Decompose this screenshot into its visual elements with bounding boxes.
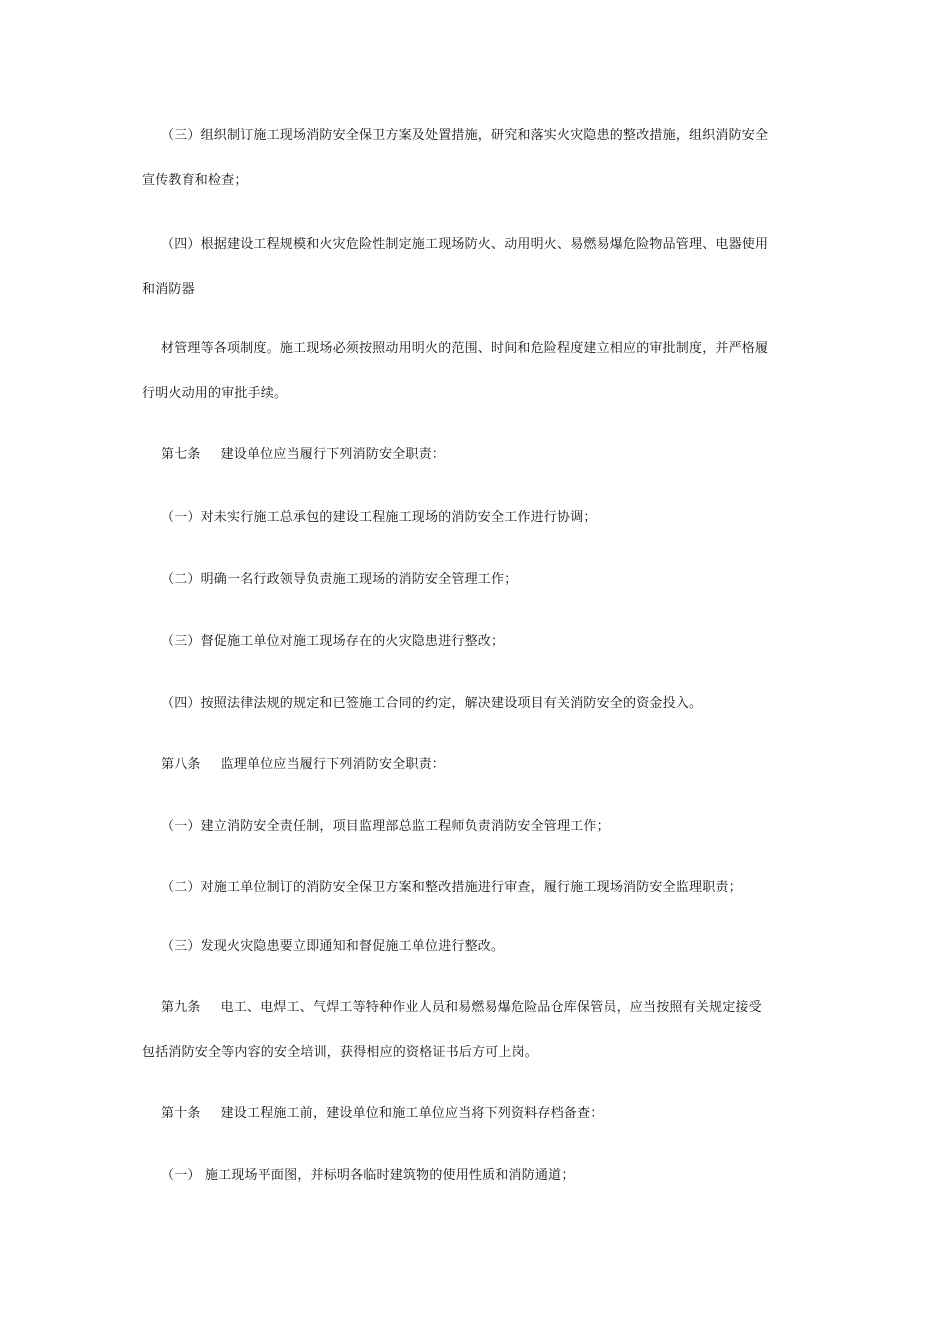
article-number: 第七条 (161, 447, 201, 462)
article-7-heading (161, 446, 445, 464)
article-10-heading (161, 1105, 603, 1123)
article-number: 第十条 (161, 1106, 201, 1121)
article-text: 建设工程施工前，建设单位和施工单位应当将下列资料存档备查： (220, 1106, 604, 1121)
paragraph-line: 宣传教育和检查； (142, 173, 248, 188)
article-9-heading (161, 999, 762, 1017)
list-item: （三）发现火灾隐患要立即通知和督促施工单位进行整改。 (161, 939, 505, 954)
list-item: （二）明确一名行政领导负责施工现场的消防安全管理工作； (161, 572, 518, 587)
article-text: 建设单位应当履行下列消防安全职责： (220, 447, 446, 462)
list-item: （四）按照法律法规的规定和已签施工合同的约定，解决建设项目有关消防安全的资金投入。 (161, 696, 703, 711)
list-item: （一） 施工现场平面图，并标明各临时建筑物的使用性质和消防通道； (161, 1168, 575, 1183)
article-number: 第八条 (161, 757, 201, 772)
list-item: （三）督促施工单位对施工现场存在的火灾隐患进行整改； (161, 634, 505, 649)
paragraph-line: （三）组织制订施工现场消防安全保卫方案及处置措施，研究和落实火灾隐患的整改措施，组织消防安全 (161, 128, 769, 143)
paragraph-line: 包括消防安全等内容的安全培训，获得相应的资格证书后方可上岗。 (142, 1045, 539, 1060)
article-8-heading (161, 756, 445, 774)
list-item: （一）建立消防安全责任制，项目监理部总监工程师负责消防安全管理工作； (161, 819, 610, 834)
article-text: 监理单位应当履行下列消防安全职责： (220, 757, 446, 772)
paragraph-line: 行明火动用的审批手续。 (142, 386, 288, 401)
paragraph-line: （四）根据建设工程规模和火灾危险性制定施工现场防火、动用明火、易燃易爆危险物品管理、电器使用 (161, 237, 769, 252)
list-item: （一）对未实行施工总承包的建设工程施工现场的消防安全工作进行协调； (161, 510, 597, 525)
article-number: 第九条 (161, 1000, 201, 1015)
paragraph-line: 和消防器 (142, 282, 195, 297)
list-item: （二）对施工单位制订的消防安全保卫方案和整改措施进行审查，履行施工现场消防安全监理职责； (161, 880, 742, 895)
paragraph-line: 材管理等各项制度。施工现场必须按照动用明火的范围、时间和危险程度建立相应的审批制度，并严格履 (161, 341, 769, 356)
article-text: 电工、电焊工、气焊工等特种作业人员和易燃易爆危险品仓库保管员，应当按照有关规定接受 (220, 1000, 762, 1015)
